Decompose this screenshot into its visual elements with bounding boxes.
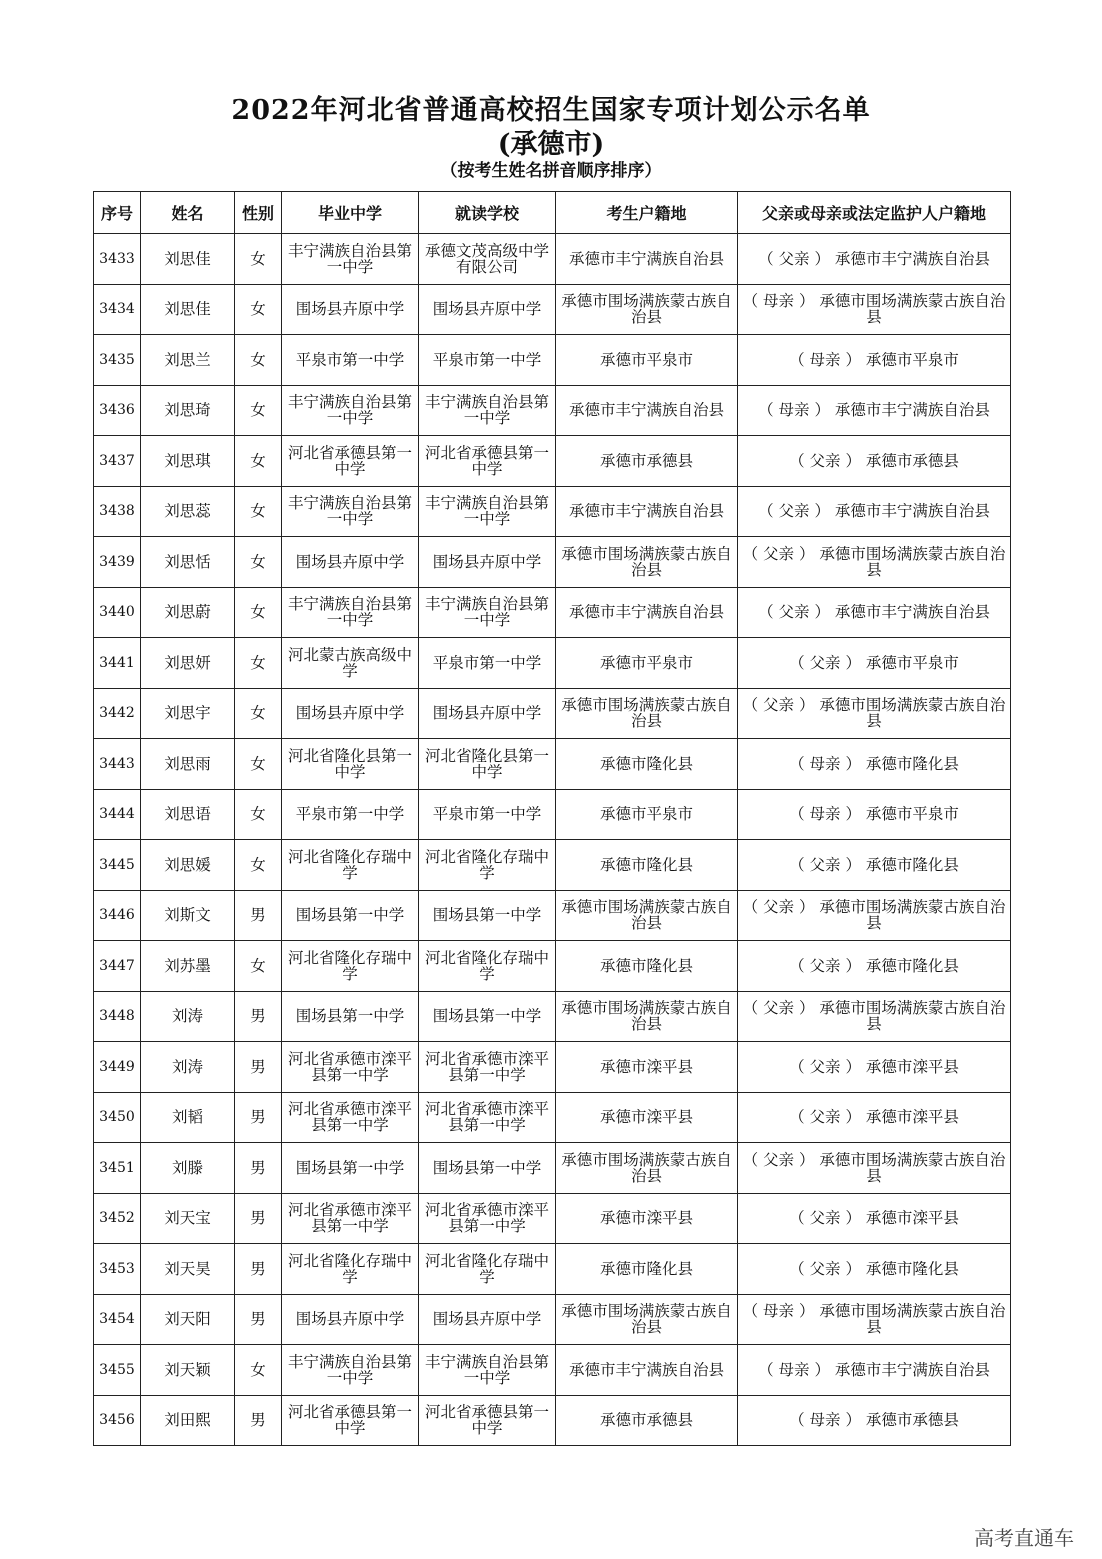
cell-seq: 3449 — [94, 1042, 141, 1093]
cell-seq: 3453 — [94, 1244, 141, 1295]
cell-seq: 3439 — [94, 537, 141, 588]
cell-name: 刘思语 — [141, 789, 235, 840]
cell-gender: 女 — [235, 638, 282, 689]
cell-seq: 3452 — [94, 1193, 141, 1244]
cell-household-registration: 承德市承德县 — [556, 1395, 738, 1446]
cell-gender: 女 — [235, 486, 282, 537]
cell-name: 刘思媛 — [141, 840, 235, 891]
cell-name: 刘思宇 — [141, 688, 235, 739]
cell-current-school: 围场县卉原中学 — [419, 1294, 556, 1345]
cell-name: 刘田熙 — [141, 1395, 235, 1446]
table-row — [94, 436, 1011, 487]
page-title: 2022年河北省普通高校招生国家专项计划公示名单 — [231, 95, 871, 126]
cell-household-registration: 承德市围场满族蒙古族自治县 — [556, 890, 738, 941]
header-current-school: 就读学校 — [419, 192, 556, 234]
cell-seq: 3455 — [94, 1345, 141, 1396]
cell-current-school: 丰宁满族自治县第一中学 — [419, 587, 556, 638]
cell-guardian-registration: （ 母亲 ） 承德市丰宁满族自治县 — [738, 385, 1011, 436]
cell-gender: 女 — [235, 1345, 282, 1396]
cell-name: 刘天宝 — [141, 1193, 235, 1244]
cell-name: 刘涛 — [141, 991, 235, 1042]
cell-seq: 3447 — [94, 941, 141, 992]
cell-household-registration: 承德市隆化县 — [556, 941, 738, 992]
cell-seq: 3446 — [94, 890, 141, 941]
cell-household-registration: 承德市丰宁满族自治县 — [556, 486, 738, 537]
cell-current-school: 丰宁满族自治县第一中学 — [419, 385, 556, 436]
cell-gender: 女 — [235, 789, 282, 840]
cell-household-registration: 承德市围场满族蒙古族自治县 — [556, 688, 738, 739]
cell-seq: 3450 — [94, 1092, 141, 1143]
cell-graduated-school: 河北省承德市滦平县第一中学 — [282, 1092, 419, 1143]
cell-current-school: 围场县卉原中学 — [419, 688, 556, 739]
cell-name: 刘天颖 — [141, 1345, 235, 1396]
header-name: 姓名 — [141, 192, 235, 234]
cell-current-school: 平泉市第一中学 — [419, 638, 556, 689]
header-graduated-school: 毕业中学 — [282, 192, 419, 234]
cell-guardian-registration: （ 父亲 ） 承德市隆化县 — [738, 1244, 1011, 1295]
cell-household-registration: 承德市围场满族蒙古族自治县 — [556, 1143, 738, 1194]
cell-seq: 3437 — [94, 436, 141, 487]
cell-name: 刘思妍 — [141, 638, 235, 689]
cell-seq: 3443 — [94, 739, 141, 790]
cell-name: 刘思蕊 — [141, 486, 235, 537]
cell-seq: 3445 — [94, 840, 141, 891]
cell-household-registration: 承德市平泉市 — [556, 335, 738, 386]
cell-gender: 男 — [235, 1042, 282, 1093]
cell-gender: 女 — [235, 840, 282, 891]
table-row — [94, 739, 1011, 790]
cell-current-school: 河北省承德市滦平县第一中学 — [419, 1092, 556, 1143]
cell-household-registration: 承德市平泉市 — [556, 789, 738, 840]
cell-graduated-school: 围场县卉原中学 — [282, 688, 419, 739]
cell-seq: 3444 — [94, 789, 141, 840]
table-row — [94, 1345, 1011, 1396]
cell-gender: 女 — [235, 335, 282, 386]
cell-name: 刘思兰 — [141, 335, 235, 386]
cell-current-school: 河北省隆化存瑞中学 — [419, 941, 556, 992]
table-row — [94, 1042, 1011, 1093]
cell-current-school: 围场县卉原中学 — [419, 284, 556, 335]
cell-graduated-school: 河北省承德市滦平县第一中学 — [282, 1042, 419, 1093]
cell-gender: 女 — [235, 436, 282, 487]
cell-current-school: 平泉市第一中学 — [419, 789, 556, 840]
cell-seq: 3440 — [94, 587, 141, 638]
cell-name: 刘思蔚 — [141, 587, 235, 638]
cell-name: 刘思佳 — [141, 234, 235, 285]
cell-guardian-registration: （ 父亲 ） 承德市围场满族蒙古族自治县 — [738, 1143, 1011, 1194]
cell-name: 刘天昊 — [141, 1244, 235, 1295]
header-gender: 性别 — [235, 192, 282, 234]
cell-graduated-school: 围场县第一中学 — [282, 890, 419, 941]
cell-gender: 女 — [235, 234, 282, 285]
cell-household-registration: 承德市滦平县 — [556, 1042, 738, 1093]
table-row — [94, 941, 1011, 992]
cell-current-school: 围场县第一中学 — [419, 991, 556, 1042]
cell-guardian-registration: （ 父亲 ） 承德市隆化县 — [738, 840, 1011, 891]
header-household-registration: 考生户籍地 — [556, 192, 738, 234]
cell-gender: 男 — [235, 1143, 282, 1194]
cell-graduated-school: 河北省承德县第一中学 — [282, 436, 419, 487]
sort-note: （按考生姓名拼音顺序排序） — [440, 161, 662, 181]
cell-seq: 3433 — [94, 234, 141, 285]
cell-graduated-school: 河北省隆化存瑞中学 — [282, 1244, 419, 1295]
cell-current-school: 围场县卉原中学 — [419, 537, 556, 588]
cell-household-registration: 承德市围场满族蒙古族自治县 — [556, 1294, 738, 1345]
cell-name: 刘苏墨 — [141, 941, 235, 992]
table-row — [94, 537, 1011, 588]
cell-current-school: 河北省承德县第一中学 — [419, 436, 556, 487]
cell-household-registration: 承德市平泉市 — [556, 638, 738, 689]
cell-household-registration: 承德市隆化县 — [556, 840, 738, 891]
cell-name: 刘斯文 — [141, 890, 235, 941]
cell-current-school: 河北省隆化县第一中学 — [419, 739, 556, 790]
cell-guardian-registration: （ 母亲 ） 承德市承德县 — [738, 1395, 1011, 1446]
cell-seq: 3435 — [94, 335, 141, 386]
table-row — [94, 890, 1011, 941]
cell-guardian-registration: （ 父亲 ） 承德市围场满族蒙古族自治县 — [738, 537, 1011, 588]
cell-graduated-school: 丰宁满族自治县第一中学 — [282, 234, 419, 285]
cell-guardian-registration: （ 父亲 ） 承德市丰宁满族自治县 — [738, 486, 1011, 537]
table-row — [94, 1395, 1011, 1446]
cell-guardian-registration: （ 父亲 ） 承德市平泉市 — [738, 638, 1011, 689]
table-row — [94, 1193, 1011, 1244]
cell-graduated-school: 平泉市第一中学 — [282, 335, 419, 386]
cell-current-school: 丰宁满族自治县第一中学 — [419, 1345, 556, 1396]
table-row — [94, 486, 1011, 537]
cell-graduated-school: 河北省承德市滦平县第一中学 — [282, 1193, 419, 1244]
cell-graduated-school: 丰宁满族自治县第一中学 — [282, 1345, 419, 1396]
cell-gender: 女 — [235, 587, 282, 638]
cell-name: 刘滕 — [141, 1143, 235, 1194]
cell-seq: 3456 — [94, 1395, 141, 1446]
cell-household-registration: 承德市丰宁满族自治县 — [556, 234, 738, 285]
table-row — [94, 335, 1011, 386]
cell-household-registration: 承德市滦平县 — [556, 1092, 738, 1143]
cell-graduated-school: 河北省隆化存瑞中学 — [282, 941, 419, 992]
cell-gender: 男 — [235, 1395, 282, 1446]
cell-graduated-school: 河北省隆化存瑞中学 — [282, 840, 419, 891]
table-row — [94, 1143, 1011, 1194]
cell-name: 刘思雨 — [141, 739, 235, 790]
cell-guardian-registration: （ 母亲 ） 承德市平泉市 — [738, 789, 1011, 840]
cell-graduated-school: 丰宁满族自治县第一中学 — [282, 486, 419, 537]
table-row — [94, 1244, 1011, 1295]
cell-graduated-school: 河北蒙古族高级中学 — [282, 638, 419, 689]
cell-name: 刘涛 — [141, 1042, 235, 1093]
cell-guardian-registration: （ 父亲 ） 承德市滦平县 — [738, 1042, 1011, 1093]
cell-guardian-registration: （ 父亲 ） 承德市承德县 — [738, 436, 1011, 487]
cell-gender: 女 — [235, 537, 282, 588]
cell-guardian-registration: （ 母亲 ） 承德市围场满族蒙古族自治县 — [738, 284, 1011, 335]
cell-current-school: 围场县第一中学 — [419, 1143, 556, 1194]
cell-guardian-registration: （ 父亲 ） 承德市围场满族蒙古族自治县 — [738, 991, 1011, 1042]
table-body — [94, 234, 1011, 1446]
cell-guardian-registration: （ 母亲 ） 承德市隆化县 — [738, 739, 1011, 790]
cell-household-registration: 承德市丰宁满族自治县 — [556, 587, 738, 638]
table-row — [94, 638, 1011, 689]
cell-household-registration: 承德市隆化县 — [556, 739, 738, 790]
table-row — [94, 991, 1011, 1042]
cell-guardian-registration: （ 父亲 ） 承德市滦平县 — [738, 1193, 1011, 1244]
cell-guardian-registration: （ 父亲 ） 承德市隆化县 — [738, 941, 1011, 992]
cell-seq: 3448 — [94, 991, 141, 1042]
cell-graduated-school: 河北省隆化县第一中学 — [282, 739, 419, 790]
cell-current-school: 承德文茂高级中学有限公司 — [419, 234, 556, 285]
cell-current-school: 河北省隆化存瑞中学 — [419, 840, 556, 891]
cell-name: 刘思恬 — [141, 537, 235, 588]
cell-current-school: 围场县第一中学 — [419, 890, 556, 941]
cell-seq: 3442 — [94, 688, 141, 739]
cell-graduated-school: 平泉市第一中学 — [282, 789, 419, 840]
cell-guardian-registration: （ 母亲 ） 承德市围场满族蒙古族自治县 — [738, 1294, 1011, 1345]
cell-graduated-school: 河北省承德县第一中学 — [282, 1395, 419, 1446]
cell-gender: 男 — [235, 1244, 282, 1295]
cell-graduated-school: 丰宁满族自治县第一中学 — [282, 385, 419, 436]
cell-household-registration: 承德市丰宁满族自治县 — [556, 385, 738, 436]
cell-graduated-school: 围场县卉原中学 — [282, 284, 419, 335]
cell-household-registration: 承德市围场满族蒙古族自治县 — [556, 537, 738, 588]
cell-gender: 女 — [235, 941, 282, 992]
cell-guardian-registration: （ 母亲 ） 承德市平泉市 — [738, 335, 1011, 386]
cell-graduated-school: 围场县第一中学 — [282, 1143, 419, 1194]
cell-current-school: 河北省承德市滦平县第一中学 — [419, 1193, 556, 1244]
cell-seq: 3454 — [94, 1294, 141, 1345]
table-row — [94, 284, 1011, 335]
cell-gender: 女 — [235, 385, 282, 436]
table-row — [94, 1294, 1011, 1345]
table-row — [94, 789, 1011, 840]
cell-gender: 女 — [235, 688, 282, 739]
cell-guardian-registration: （ 父亲 ） 承德市围场满族蒙古族自治县 — [738, 890, 1011, 941]
header-guardian-registration: 父亲或母亲或法定监护人户籍地 — [738, 192, 1011, 234]
cell-gender: 男 — [235, 1092, 282, 1143]
cell-gender: 男 — [235, 1294, 282, 1345]
cell-seq: 3441 — [94, 638, 141, 689]
cell-current-school: 河北省承德县第一中学 — [419, 1395, 556, 1446]
table-row — [94, 688, 1011, 739]
table-row — [94, 1092, 1011, 1143]
cell-household-registration: 承德市丰宁满族自治县 — [556, 1345, 738, 1396]
page-subtitle: (承德市) — [497, 129, 605, 160]
cell-name: 刘思佳 — [141, 284, 235, 335]
cell-guardian-registration: （ 父亲 ） 承德市丰宁满族自治县 — [738, 234, 1011, 285]
table-row — [94, 587, 1011, 638]
cell-seq: 3438 — [94, 486, 141, 537]
cell-graduated-school: 围场县卉原中学 — [282, 537, 419, 588]
cell-name: 刘韬 — [141, 1092, 235, 1143]
cell-guardian-registration: （ 母亲 ） 承德市丰宁满族自治县 — [738, 1345, 1011, 1396]
table-header-row — [94, 192, 1011, 234]
table-row — [94, 234, 1011, 285]
cell-name: 刘思琦 — [141, 385, 235, 436]
cell-current-school: 丰宁满族自治县第一中学 — [419, 486, 556, 537]
cell-guardian-registration: （ 父亲 ） 承德市围场满族蒙古族自治县 — [738, 688, 1011, 739]
cell-household-registration: 承德市滦平县 — [556, 1193, 738, 1244]
cell-household-registration: 承德市承德县 — [556, 436, 738, 487]
cell-gender: 男 — [235, 991, 282, 1042]
cell-household-registration: 承德市隆化县 — [556, 1244, 738, 1295]
cell-graduated-school: 围场县卉原中学 — [282, 1294, 419, 1345]
cell-current-school: 河北省承德市滦平县第一中学 — [419, 1042, 556, 1093]
cell-name: 刘思琪 — [141, 436, 235, 487]
cell-seq: 3434 — [94, 284, 141, 335]
cell-household-registration: 承德市围场满族蒙古族自治县 — [556, 284, 738, 335]
cell-household-registration: 承德市围场满族蒙古族自治县 — [556, 991, 738, 1042]
cell-guardian-registration: （ 父亲 ） 承德市丰宁满族自治县 — [738, 587, 1011, 638]
cell-guardian-registration: （ 父亲 ） 承德市滦平县 — [738, 1092, 1011, 1143]
cell-seq: 3436 — [94, 385, 141, 436]
cell-gender: 女 — [235, 739, 282, 790]
cell-gender: 女 — [235, 284, 282, 335]
table-row — [94, 385, 1011, 436]
cell-graduated-school: 丰宁满族自治县第一中学 — [282, 587, 419, 638]
cell-current-school: 河北省隆化存瑞中学 — [419, 1244, 556, 1295]
cell-current-school: 平泉市第一中学 — [419, 335, 556, 386]
cell-gender: 男 — [235, 890, 282, 941]
cell-name: 刘天阳 — [141, 1294, 235, 1345]
table-row — [94, 840, 1011, 891]
cell-seq: 3451 — [94, 1143, 141, 1194]
header-seq: 序号 — [94, 192, 141, 234]
cell-graduated-school: 围场县第一中学 — [282, 991, 419, 1042]
watermark: 高考直通车 — [974, 1526, 1074, 1550]
applicant-table — [93, 191, 1011, 1446]
cell-gender: 男 — [235, 1193, 282, 1244]
